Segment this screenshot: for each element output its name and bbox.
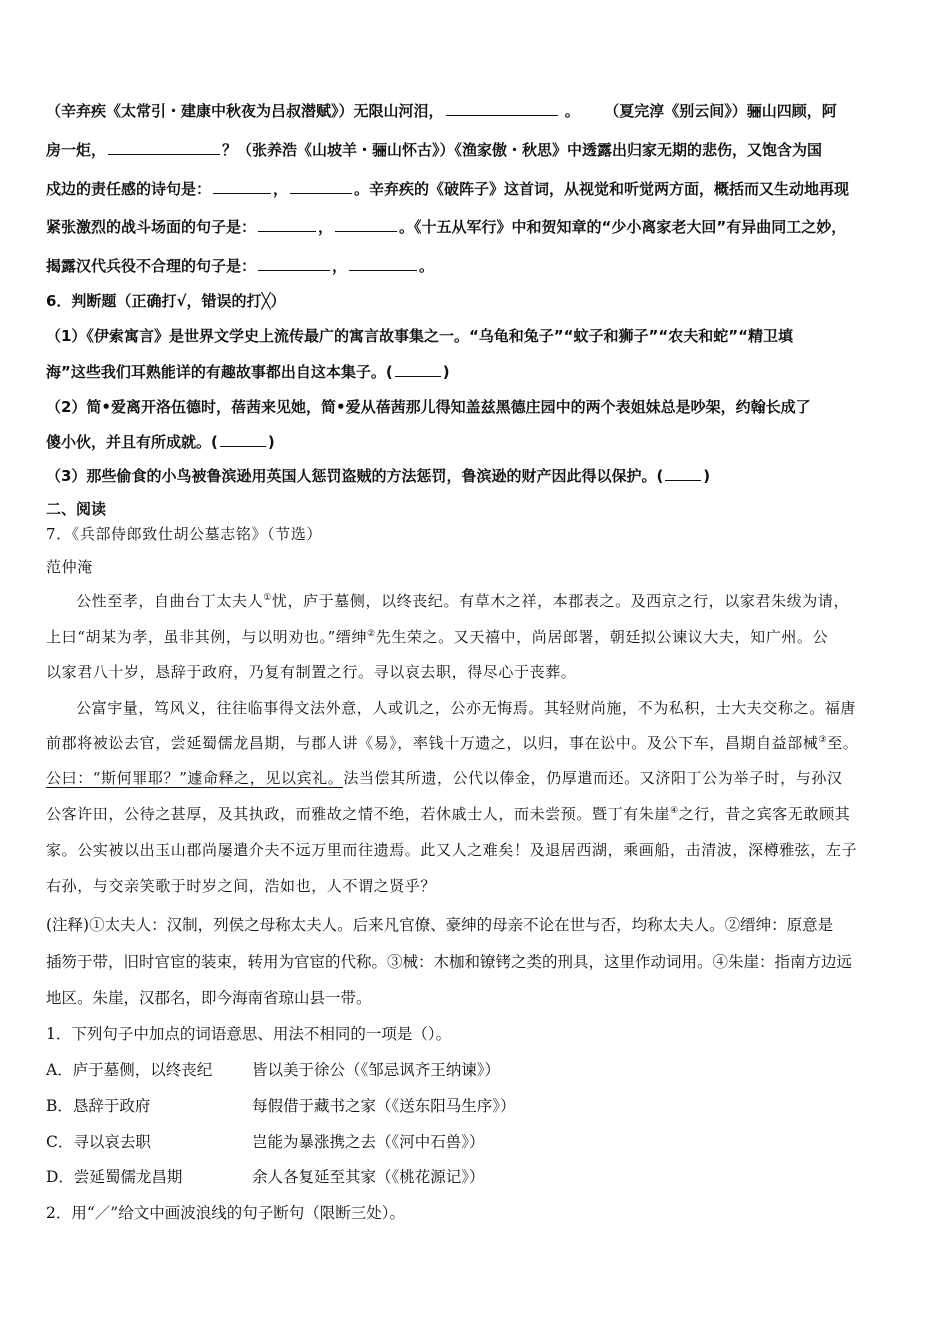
text: 公客许田，公待之甚厚，及其执政，而雅故之情不绝，若休戚士人，而未尝预。暨丁有朱崖: [46, 805, 671, 823]
option-label: C．寻以哀去职: [46, 1133, 151, 1151]
option-compare: 余人各复延至其家（《桃花源记》）: [252, 1168, 485, 1186]
text: 公性至孝，自曲台丁太夫人: [76, 592, 264, 610]
section-heading: 二、阅读: [46, 500, 107, 518]
passage-p1-line-1: [76, 590, 849, 611]
text: 之行，昔之宾客无敢顾其: [678, 805, 851, 823]
footnote-marker: ③: [818, 735, 828, 745]
text: （辛弃疾《太常引・建康中秋夜为吕叔潜赋》）无限山河泪，: [46, 102, 444, 120]
passage-p1-line-2: [46, 626, 828, 647]
option-c[interactable]: [46, 1130, 485, 1152]
option-label: A．庐于墓侧，以终丧纪: [46, 1061, 213, 1079]
text: ，: [332, 257, 348, 275]
text: 海”这些我们耳熟能详的有趣故事都出自这本集子。(: [46, 363, 393, 381]
underlined-sentence: 公曰：“斯何罪耶？”遽命释之，见以宾礼。: [46, 769, 344, 787]
text: ，: [273, 180, 289, 198]
text: 先生荣之。又天禧中，尚居郎署，朝廷拟公谏议大夫，知广州。公: [375, 628, 829, 646]
text: 戍边的责任感的诗句是：: [46, 180, 212, 198]
passage-p1-line-3: 以家君八十岁，恳辞于政府，乃复有制置之行。寻以哀去职，得尽心于丧葬。: [46, 663, 577, 681]
q6-item-1-line-1: （1）《伊索寓言》是世界文学史上流传最广的寓言故事集之一。“乌龟和兔子”“蚊子和狮子”“农夫和蛇”“精卫填: [46, 327, 793, 345]
note-line-2: 插笏于带，旧时官宦的装束，转用为官宦的代称。③械：木枷和镣铐之类的刑具，这里作动词用。④朱崖：指南方边远: [46, 953, 853, 971]
answer-blank[interactable]: [349, 256, 417, 271]
option-compare: 皆以美于徐公（《邹忌讽齐王纳谏》）: [252, 1061, 501, 1079]
answer-blank[interactable]: [258, 256, 330, 271]
note-line-1: (注释)①太夫人：汉制，列侯之母称太夫人。后来凡官僚、豪绅的母亲不论在世与否，均称太夫人。②缙绅：原意是: [46, 916, 834, 934]
option-label: B．恳辞于政府: [46, 1097, 151, 1115]
note-line-3: 地区。朱崖，汉郡名，即今海南省琼山县一带。: [46, 989, 372, 1007]
text: 。: [564, 102, 580, 120]
text: （夏完淳《别云间》）骊山四顾，阿: [611, 102, 837, 120]
passage-p2-line-4: [46, 803, 850, 824]
footnote-marker: ④: [670, 806, 679, 816]
option-b[interactable]: [46, 1094, 516, 1116]
text: ？（张养浩《山坡羊・骊山怀古》）《渔家傲・秋思》中透露出归家无期的悲伤，又饱含为国: [222, 141, 823, 159]
text: ，: [318, 218, 334, 236]
poetry-line-2: [46, 139, 822, 160]
text: （3）那些偷食的小鸟被鲁滨逊用英国人惩罚盗贼的方法惩罚，鲁滨逊的财产因此得以保护。(: [46, 467, 664, 485]
answer-blank[interactable]: [446, 101, 558, 116]
text: ): [703, 467, 711, 485]
answer-blank[interactable]: [258, 217, 316, 232]
q6-item-2-line-1: （2）简•爱离开洛伍德时，蓓茜来见她，简•爱从蓓茜那儿得知盖兹黑德庄园中的两个表姐妹总是吵架，约翰长成了: [46, 398, 811, 416]
passage-p2-line-2: [46, 732, 858, 753]
text: 忧，庐于墓侧，以终丧纪。有草木之祥，本郡表之。及西京之行，以家君朱绂为请，: [271, 592, 850, 610]
text: ): [267, 433, 275, 451]
text: 上曰“胡某为孝，虽非其例，与以明劝也。”缙绅: [46, 628, 368, 646]
text: 紧张激烈的战斗场面的句子是：: [46, 218, 257, 236]
text: ): [442, 363, 450, 381]
answer-blank[interactable]: [665, 466, 701, 481]
answer-blank[interactable]: [108, 140, 220, 155]
text: 至。: [827, 734, 859, 752]
passage-p2-line-6: 右孙，与交亲笑歌于时岁之间，浩如也，人不谓之贤乎？: [46, 877, 437, 895]
footnote-marker: ②: [367, 629, 376, 639]
text: 傻小伙，并且有所成就。(: [46, 433, 218, 451]
q6-item-2-line-2: [46, 431, 275, 452]
text: 前郡将被讼去官，尝延蜀儒龙昌期，与郡人讲《易》，率钱十万遗之，以归，事在讼中。及公下车，昌期自益部械: [46, 734, 819, 752]
poetry-line-3: [46, 178, 849, 199]
q6-item-3: [46, 465, 710, 486]
author: 范仲淹: [46, 558, 93, 576]
text: 法当偿其所遗，公代以俸金，仍厚遣而还。又济阳丁公为举子时，与孙汉: [343, 769, 843, 787]
poetry-line-5: [46, 255, 434, 276]
text: 。: [419, 257, 435, 275]
option-compare: 每假借于藏书之家（《送东阳马生序》）: [252, 1097, 516, 1115]
q6-title: 6．判断题（正确打√，错误的打╳）: [46, 292, 286, 310]
passage-p2-line-3: [46, 767, 843, 788]
text: 房一炬，: [46, 141, 107, 159]
q7-title: 7．《兵部侍郎致仕胡公墓志铭》（节选）: [46, 525, 322, 543]
answer-blank[interactable]: [213, 179, 271, 194]
sub-question-2: 2．用“／”给文中画波浪线的句子断句（限断三处）。: [46, 1204, 405, 1222]
option-d[interactable]: [46, 1165, 485, 1187]
answer-blank[interactable]: [220, 432, 266, 447]
answer-blank[interactable]: [395, 362, 441, 377]
q6-item-1-line-2: [46, 361, 450, 382]
poetry-line-4: [46, 216, 846, 237]
text: 。辛弃疾的《破阵子》这首词，从视觉和听觉两方面，概括而又生动地再现: [354, 180, 850, 198]
answer-blank[interactable]: [290, 179, 352, 194]
poetry-line-1: [46, 100, 837, 121]
option-compare: 岂能为暴涨携之去（《河中石兽》）: [252, 1133, 485, 1151]
option-a[interactable]: [46, 1058, 500, 1080]
passage-p2-line-5: 家。公实被以出玉山郡尚屡遣介夫不远万里而往遗焉。此又人之难矣！及退居西湖，乘画船，击清波，深樽雅弦，左子: [46, 841, 858, 859]
passage-p2-line-1: 公富宇量，笃风义，往往临事得文法外意，人或讥之，公亦无悔焉。其轻财尚施，不为私积，士大夫交称之。福唐: [76, 699, 857, 717]
option-label: D．尝延蜀儒龙昌期: [46, 1168, 183, 1186]
text: 。《十五从军行》中和贺知章的“少小离家老大回”有异曲同工之妙，: [399, 218, 847, 236]
answer-blank[interactable]: [335, 217, 397, 232]
sub-question-1: 1．下列句子中加点的词语意思、用法不相同的一项是（）。: [46, 1025, 452, 1043]
footnote-marker: ①: [263, 593, 272, 603]
text: 揭露汉代兵役不合理的句子是：: [46, 257, 257, 275]
